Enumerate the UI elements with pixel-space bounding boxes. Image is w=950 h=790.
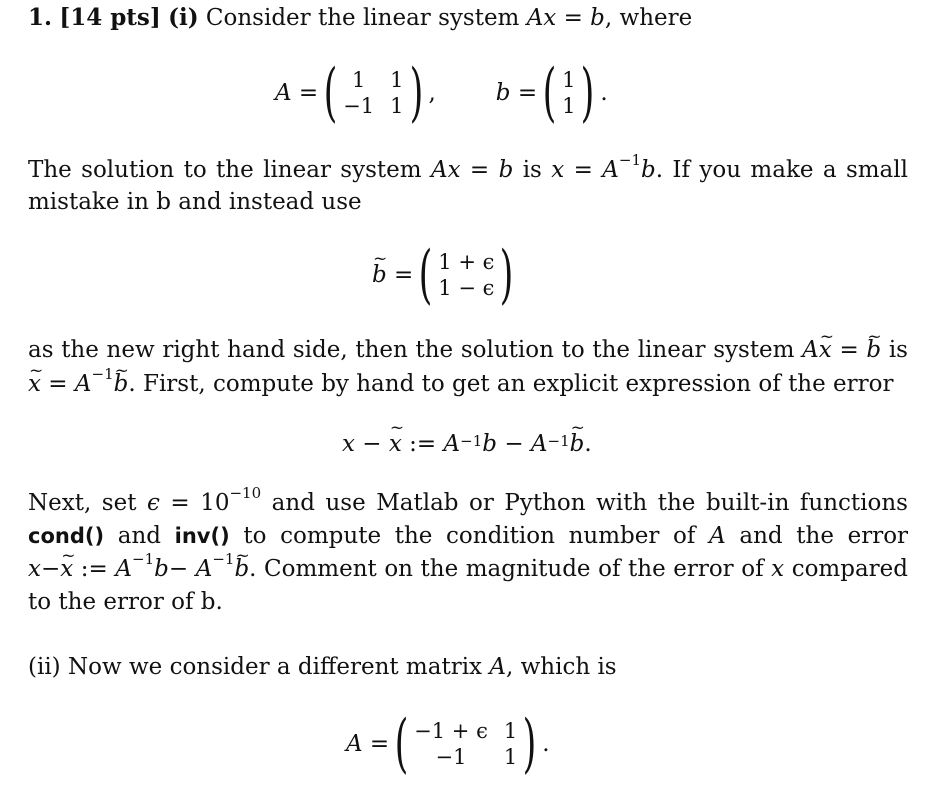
vector-entry: 1 + ϵ: [438, 250, 495, 274]
error-equation: x − ~ x := A $^{-1}$ b − A $^{-1}$ ~ b .: [342, 426, 592, 462]
separator: ,: [428, 80, 436, 106]
matrix-a2-entries: [414, 719, 517, 769]
period: .: [542, 731, 550, 757]
intro-equation: Ax = b: [526, 5, 605, 31]
right-paren: ): [522, 707, 537, 781]
right-paren: ): [581, 56, 595, 130]
para3-line2: cond() and inv() to compute the condition number of A and the error: [28, 523, 909, 549]
para3-line3: x−~ x := $A^{-1}b-$ $A^{-1}\sim$ b. Comment on the magnitude of the error of x compared: [28, 555, 908, 583]
problem-header: [28, 4, 692, 32]
matrix-entry: −1 + ϵ: [414, 719, 488, 743]
right-paren: ): [499, 238, 514, 312]
part-i-label: (i): [168, 4, 199, 31]
matrix-a2-label: A =: [346, 731, 390, 757]
para3-line4: to the error of b.: [28, 589, 223, 615]
vector-b-entries: [562, 68, 575, 118]
cond-function: cond(): [28, 524, 105, 548]
left-paren: (: [418, 238, 433, 312]
problem-number: 1.: [28, 4, 53, 31]
para2-line1: as the new right hand side, then the solution to the linear system A~ x = ~ b is: [28, 336, 908, 364]
para2-line2: ~ $x = A^{-1}\sim$ b. First, compute by hand to get an explicit expression of the error: [28, 370, 893, 398]
intro-text: Consider the linear system: [205, 5, 520, 31]
matrix-entry: 1: [390, 68, 404, 92]
vector-entry: 1: [562, 94, 576, 118]
matrix-entry: −1: [343, 94, 375, 118]
matrix-a-display: [275, 58, 608, 128]
left-paren: (: [394, 707, 409, 781]
problem-points: [14 pts]: [59, 4, 161, 31]
matrix-entry: 1: [390, 94, 404, 118]
matrix-entry: 1: [503, 719, 518, 743]
matrix-entry: −1: [435, 745, 467, 769]
part-ii-line: (ii) Now we consider a different matrix A, which is: [28, 654, 617, 680]
b-tilde-label: ~ b: [372, 262, 387, 288]
vector-b-tilde-entries: [438, 250, 494, 300]
vector-b-tilde-display: ~ b = ( 1 + ϵ 1 − ϵ ): [372, 240, 519, 310]
inv-function: inv(): [174, 524, 230, 548]
matrix-a-entries: [343, 68, 403, 118]
intro-end: , where: [604, 5, 693, 31]
matrix-a-label: A =: [275, 80, 319, 106]
vector-b-label: b =: [495, 80, 538, 106]
para1-line2: mistake in b and instead use: [28, 189, 362, 215]
left-paren: (: [323, 56, 338, 130]
left-paren: (: [542, 56, 557, 130]
para3-line1: Next, set $\epsilon = 10^{-10}$ and use Matlab or Python with the built-in functions: [28, 484, 908, 516]
matrix-entry: 1: [351, 68, 366, 92]
right-paren: ): [409, 56, 423, 130]
matrix-entry: 1: [503, 745, 518, 769]
part-ii-label: (ii): [28, 654, 61, 680]
vector-entry: 1 − ϵ: [438, 276, 495, 300]
vector-entry: 1: [562, 68, 576, 92]
period: .: [600, 80, 608, 106]
matrix-a2-display: [346, 708, 550, 780]
para1-line1: The solution to the linear system Ax = b is $x = A^{-1}b$. If you make a small: [28, 151, 908, 183]
